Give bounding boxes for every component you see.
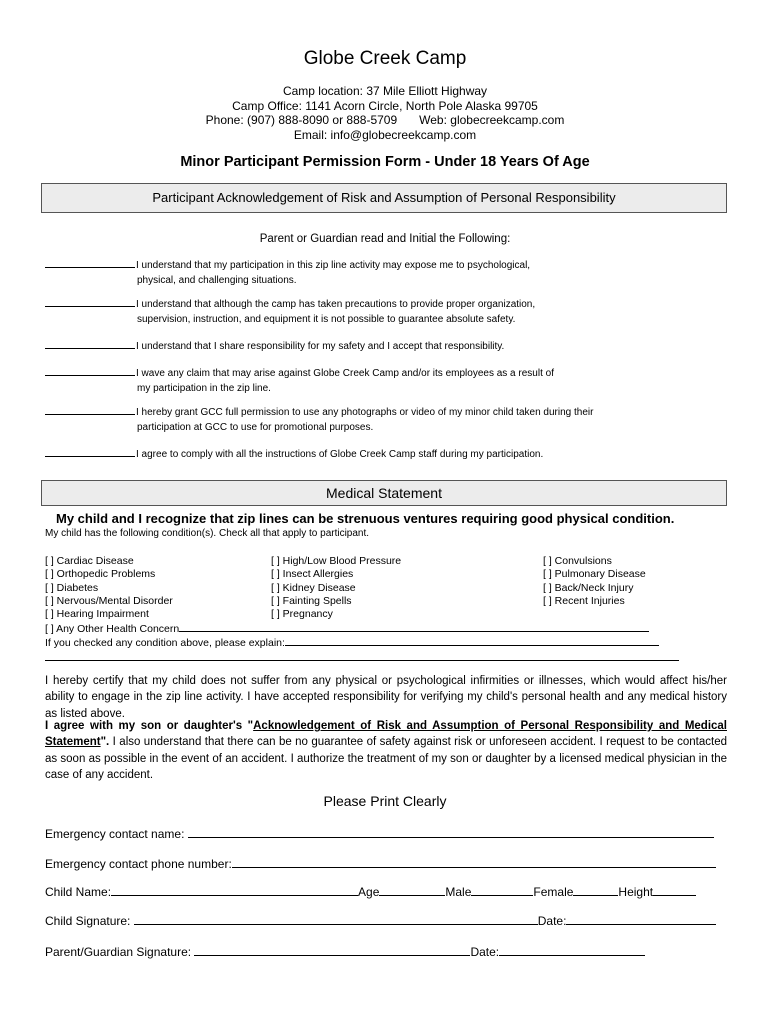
ack-item: I agree to comply with all the instructions of Globe Creek Camp staff during my participation. [45, 447, 695, 462]
explain-line-2[interactable] [45, 660, 679, 661]
other-concern-line[interactable] [179, 621, 649, 632]
form-title: Minor Participant Permission Form - Under 18 Years Of Age [180, 154, 590, 170]
child-signature-label: Child Signature: [45, 914, 131, 928]
parent-date-label: Date: [470, 945, 500, 959]
child-signature-field[interactable] [134, 912, 538, 925]
ack-item: I understand that I share responsibility for my safety and I accept that responsibility. [45, 339, 695, 354]
conditions-col-3 [543, 555, 723, 608]
agree-link: Acknowledgement of Risk and Assumption of Personal Responsibility and Medical Statement [45, 720, 727, 749]
medical-heading: Medical Statement [41, 480, 727, 506]
condition-checkbox[interactable]: [ ] Orthopedic Problems [45, 568, 156, 581]
child-name-label: Child Name: [45, 885, 112, 899]
medical-instruction: My child has the following condition(s). Check all that apply to participant. [45, 528, 370, 539]
ack-item: I hereby grant GCC full permission to use any photographs or video of my minor child taken during their participation at GCC to use for promotional purposes. [45, 405, 695, 435]
camp-email: Email: info@globecreekcamp.com [293, 128, 477, 142]
ack-item: I wave any claim that may arise against Globe Creek Camp and/or its employees as a result of my participation in the zip line. [45, 366, 695, 396]
camp-phone: Phone: (907) 888-8090 or 888-5709 [205, 113, 398, 127]
initial-line[interactable] [45, 455, 135, 457]
emergency-phone-label: Emergency contact phone number: [45, 857, 232, 871]
condition-checkbox[interactable]: [ ] Kidney Disease [271, 581, 356, 594]
camp-title: Globe Creek Camp [303, 48, 467, 69]
initial-line[interactable] [45, 347, 135, 349]
height-label: Height [618, 885, 654, 899]
explain-row [45, 635, 685, 650]
age-field[interactable] [379, 883, 445, 896]
condition-checkbox[interactable]: [ ] Recent Injuries [543, 594, 625, 607]
certify-paragraph: I hereby certify that my child does not suffer from any physical or psychological infirmities or illnesses, which would affect his/her ability to engage in the zip line activity. I have accepted responsibility for verifying my child's personal health and any medical history as listed above. [45, 675, 727, 720]
ack-item: I understand that although the camp has taken precautions to provide proper organization, supervision, instruction, and equipment it is not possible to guarantee absolute safety. [45, 297, 695, 327]
conditions-col-1 [45, 555, 255, 621]
parent-signature-field[interactable] [194, 943, 470, 956]
initial-line[interactable] [45, 266, 135, 268]
explain-line[interactable] [285, 635, 659, 646]
other-concern-row [45, 621, 685, 636]
emergency-name-label: Emergency contact name: [45, 827, 185, 841]
ack-section-heading: Participant Acknowledgement of Risk and Assumption of Personal Responsibility [41, 183, 727, 213]
child-date-label: Date: [537, 914, 567, 928]
ack-item: I understand that my participation in this zip line activity may expose me to psychological, physical, and challenging situations. [45, 258, 695, 288]
child-info-row [45, 883, 696, 899]
emergency-name-field[interactable] [188, 825, 714, 838]
female-label: Female [533, 885, 574, 899]
height-field[interactable] [653, 883, 696, 896]
ack-instruction: Parent or Guardian read and Initial the Following: [259, 233, 511, 245]
condition-checkbox[interactable]: [ ] Cardiac Disease [45, 555, 134, 567]
emergency-name-row [45, 825, 714, 841]
condition-checkbox[interactable]: [ ] Insect Allergies [271, 568, 354, 581]
camp-contact-line [0, 113, 770, 128]
initial-line[interactable] [45, 413, 135, 415]
condition-checkbox[interactable]: [ ] Back/Neck Injury [543, 581, 634, 594]
condition-checkbox[interactable]: [ ] Hearing Impairment [45, 608, 149, 621]
child-signature-row [45, 912, 716, 928]
condition-checkbox[interactable]: [ ] Pregnancy [271, 608, 333, 621]
condition-checkbox[interactable]: [ ] Nervous/Mental Disorder [45, 594, 173, 607]
condition-checkbox[interactable]: [ ] Pulmonary Disease [543, 568, 646, 581]
age-label: Age [358, 885, 380, 899]
condition-checkbox[interactable]: [ ] Any Other Health Concern [45, 623, 180, 635]
camp-location: Camp location: 37 Mile Elliott Highway [282, 84, 488, 98]
condition-checkbox[interactable]: [ ] Fainting Spells [271, 594, 352, 607]
parent-date-field[interactable] [499, 943, 645, 956]
camp-web: Web: globecreekcamp.com [419, 113, 565, 127]
medical-statement: My child and I recognize that zip lines can be strenuous ventures requiring good physical condition. [56, 511, 675, 526]
female-field[interactable] [573, 883, 618, 896]
male-label: Male [445, 885, 472, 899]
initial-line[interactable] [45, 374, 135, 376]
parent-signature-row [45, 943, 645, 959]
parent-signature-label: Parent/Guardian Signature: [45, 945, 192, 959]
conditions-col-2 [271, 555, 521, 621]
emergency-phone-row [45, 855, 716, 871]
explain-label: If you checked any condition above, please explain: [45, 637, 285, 649]
emergency-phone-field[interactable] [232, 855, 716, 868]
agree-paragraph: I agree with my son or daughter's "Acknowledgement of Risk and Assumption of Personal Responsibility and Medical Statement". I also understand that there can be no guarantee of safety against risk or unforeseen accident. I request to be contacted as soon as possible in the event of an accident. I authorize the treatment of my son or daughter by a licensed medical physician in the case of any accident. [45, 720, 727, 781]
condition-checkbox[interactable]: [ ] High/Low Blood Pressure [271, 555, 402, 567]
male-field[interactable] [471, 883, 533, 896]
condition-checkbox[interactable]: [ ] Diabetes [45, 581, 99, 594]
print-heading: Please Print Clearly [323, 793, 447, 809]
child-name-field[interactable] [111, 883, 358, 896]
child-date-field[interactable] [566, 912, 716, 925]
initial-line[interactable] [45, 305, 135, 307]
camp-office: Camp Office: 1141 Acorn Circle, North Pole Alaska 99705 [232, 99, 538, 113]
condition-checkbox[interactable]: [ ] Convulsions [543, 555, 612, 567]
